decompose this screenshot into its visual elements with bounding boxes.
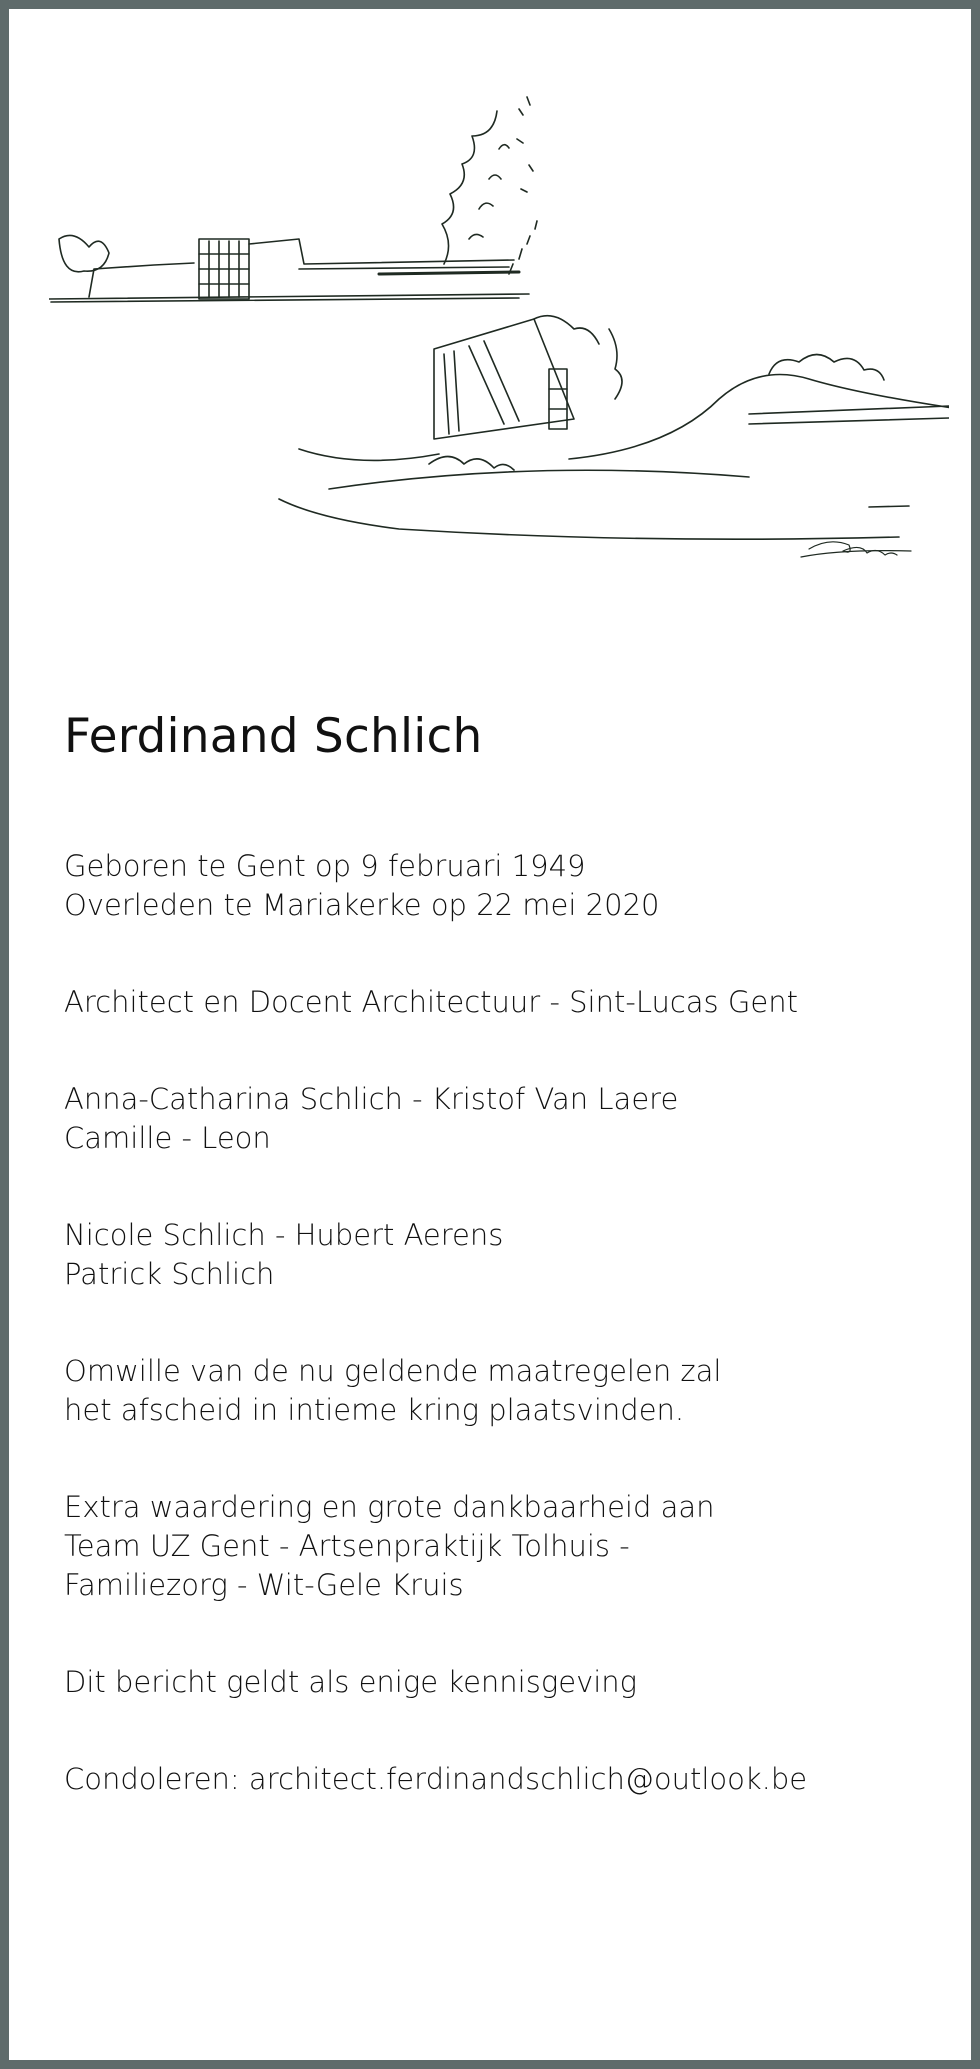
thanks <box>64 1488 924 1605</box>
announcement <box>64 1663 924 1702</box>
profession-line: Architect en Docent Architectuur - Sint-Lucas Gent <box>64 985 798 1019</box>
architectural-sketch-icon <box>49 69 949 579</box>
artist-signature <box>801 542 911 557</box>
lower-building-sketch <box>279 316 949 540</box>
announcement-line: Dit bericht geldt als enige kennisgeving <box>64 1665 638 1699</box>
upper-building-sketch <box>49 97 537 302</box>
obituary-text <box>64 709 924 1857</box>
family-line: Patrick Schlich <box>64 1257 275 1291</box>
notice <box>64 1352 924 1430</box>
deceased-name: Ferdinand Schlich <box>64 709 483 764</box>
notice-line: het afscheid in intieme kring plaatsvinden. <box>64 1393 685 1427</box>
notice-line: Omwille van de nu geldende maatregelen zal <box>64 1354 722 1388</box>
condolences-line: Condoleren: architect.ferdinandschlich@outlook.be <box>64 1762 808 1796</box>
thanks-line: Familiezorg - Wit-Gele Kruis <box>64 1568 464 1602</box>
thanks-line: Team UZ Gent - Artsenpraktijk Tolhuis - <box>64 1529 630 1563</box>
family-line: Anna-Catharina Schlich - Kristof Van Laere <box>64 1082 679 1116</box>
profession <box>64 983 924 1022</box>
thanks-line: Extra waardering en grote dankbaarheid aan <box>64 1490 715 1524</box>
life-dates <box>64 847 924 925</box>
family-group-1 <box>64 1080 924 1158</box>
family-line: Nicole Schlich - Hubert Aerens <box>64 1218 504 1252</box>
condolences <box>64 1760 924 1799</box>
death-line: Overleden te Mariakerke op 22 mei 2020 <box>64 888 660 922</box>
family-group-2 <box>64 1216 924 1294</box>
birth-line: Geboren te Gent op 9 februari 1949 <box>64 849 586 883</box>
family-line: Camille - Leon <box>64 1121 271 1155</box>
